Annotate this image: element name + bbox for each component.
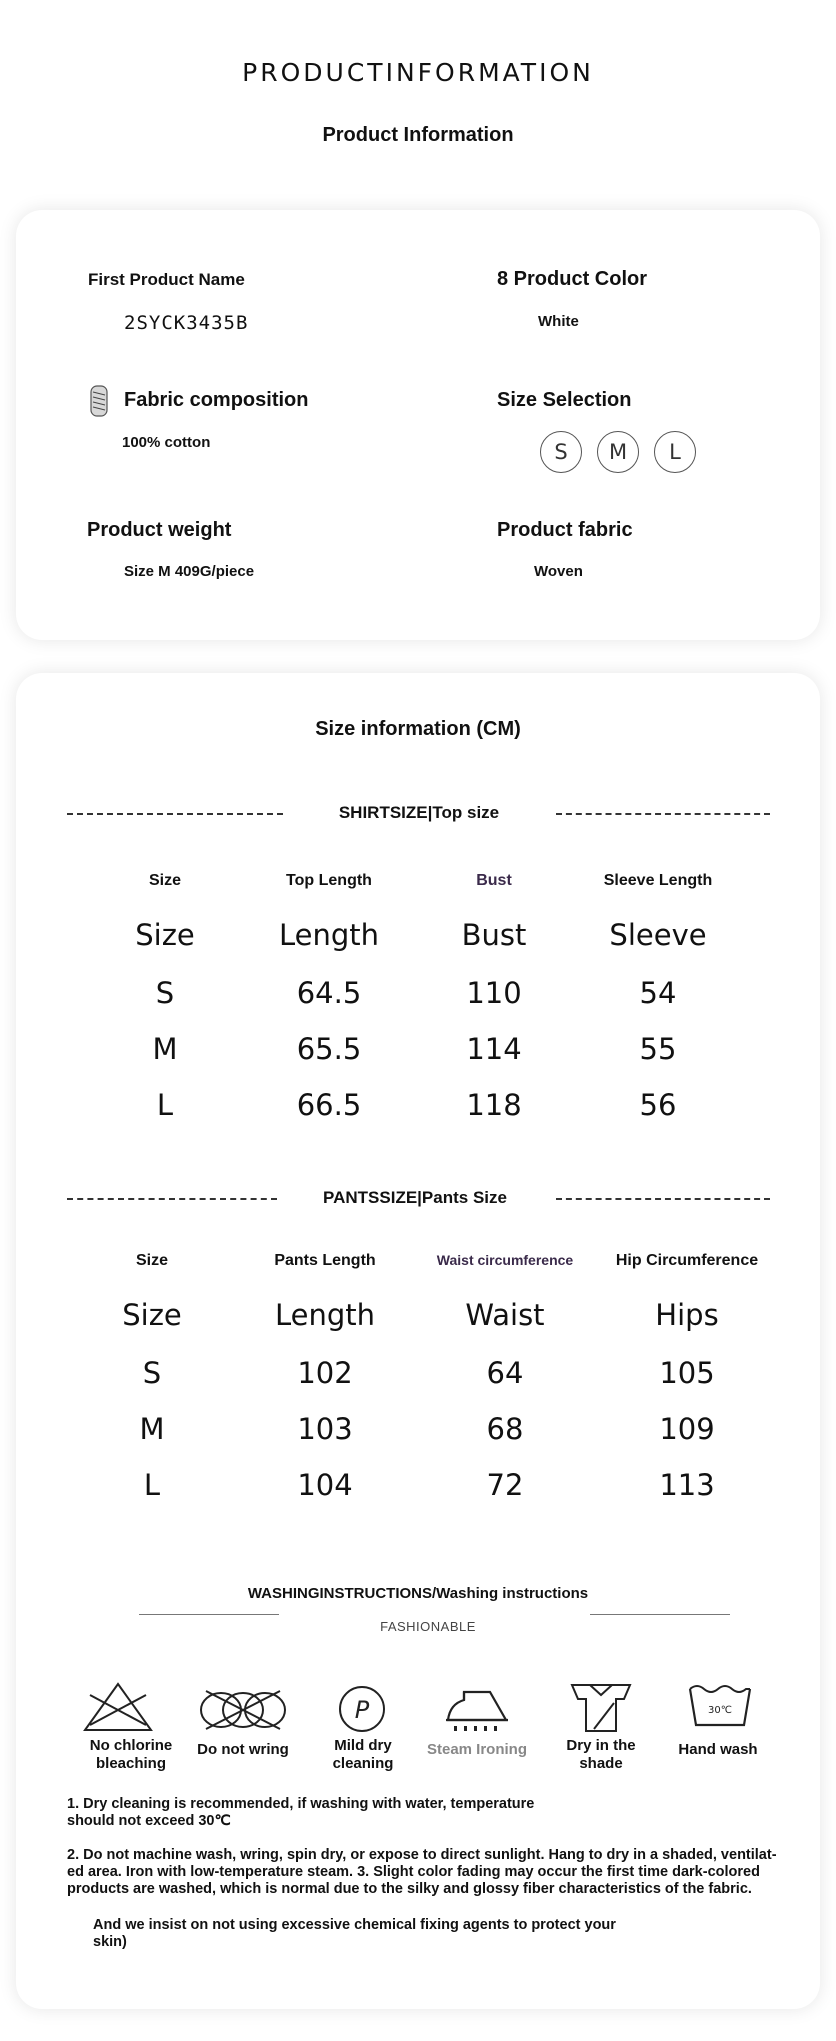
pants-table-cell: 113 bbox=[659, 1468, 715, 1502]
product-color-label: 8 Product Color bbox=[497, 268, 648, 290]
steam-ironing-label: Steam Ironing bbox=[426, 1741, 527, 1758]
product-fabric-label: Product fabric bbox=[497, 519, 633, 541]
do-not-wring-icon bbox=[198, 1687, 288, 1733]
do-not-wring-label: Do not wring bbox=[197, 1741, 289, 1758]
size-option-m[interactable]: M bbox=[597, 431, 639, 473]
product-color-value: White bbox=[538, 313, 579, 330]
divider-line bbox=[590, 1614, 730, 1615]
product-fabric-value: Woven bbox=[534, 563, 583, 580]
dry-in-shade-icon bbox=[568, 1681, 634, 1735]
pants-table-row-label: Size bbox=[122, 1298, 182, 1332]
pants-table-header: Size bbox=[135, 1252, 168, 1269]
product-name-label: First Product Name bbox=[88, 270, 245, 289]
shirt-table-row-label: Length bbox=[278, 918, 380, 952]
shirt-table-cell: 54 bbox=[639, 976, 677, 1010]
shirt-size-title: SHIRTSIZE|Top size bbox=[290, 803, 548, 823]
divider-line bbox=[139, 1614, 279, 1615]
pants-table-cell: S bbox=[142, 1356, 162, 1390]
pants-table-cell: M bbox=[139, 1412, 165, 1446]
product-name-value: 2SYCK3435B bbox=[124, 312, 249, 334]
product-weight-value: Size M 409G/piece bbox=[124, 563, 255, 580]
shirt-table-cell: 114 bbox=[466, 1032, 522, 1066]
shirt-table-cell: 66.5 bbox=[296, 1088, 362, 1122]
pants-table-cell: L bbox=[143, 1468, 161, 1502]
shirt-table-cell: 110 bbox=[466, 976, 522, 1010]
pants-table-header: Hip Circumference bbox=[615, 1252, 759, 1269]
mild-dry-clean-label: Mild dry cleaning bbox=[332, 1737, 394, 1772]
shirt-table-header: Top Length bbox=[286, 872, 372, 889]
divider-dashed bbox=[556, 813, 770, 815]
thread-spool-icon bbox=[90, 385, 108, 417]
page-title: PRODUCTINFORMATION bbox=[242, 58, 594, 87]
pants-table-cell: 109 bbox=[659, 1412, 715, 1446]
divider-dashed bbox=[556, 1198, 770, 1200]
dry-in-shade-label: Dry in the shade bbox=[566, 1737, 636, 1772]
shirt-table-cell: S bbox=[155, 976, 175, 1010]
pants-table-row-label: Length bbox=[274, 1298, 376, 1332]
mild-dry-clean-icon bbox=[337, 1684, 387, 1734]
size-selection-label: Size Selection bbox=[497, 389, 632, 411]
pants-table-cell: 64 bbox=[486, 1356, 524, 1390]
shirt-table-cell: M bbox=[152, 1032, 178, 1066]
no-chlorine-bleach-label: No chlorine bleaching bbox=[89, 1737, 173, 1772]
shirt-table-header: Sleeve Length bbox=[603, 872, 713, 889]
shirt-table-row-label: Size bbox=[135, 918, 195, 952]
pants-table-cell: 103 bbox=[297, 1412, 353, 1446]
page-subtitle: Product Information bbox=[322, 124, 514, 146]
shirt-table-cell: 56 bbox=[639, 1088, 677, 1122]
pants-table-cell: 68 bbox=[486, 1412, 524, 1446]
washing-subtitle: FASHIONABLE bbox=[380, 1619, 476, 1634]
pants-table-row-label: Waist bbox=[465, 1298, 545, 1332]
pants-table-cell: 72 bbox=[486, 1468, 524, 1502]
size-info-title: Size information (CM) bbox=[315, 718, 521, 740]
size-option-l[interactable]: L bbox=[654, 431, 696, 473]
shirt-table-cell: 55 bbox=[639, 1032, 677, 1066]
pants-table-row-label: Hips bbox=[655, 1298, 719, 1332]
care-note-3: And we insist on not using excessive chemical fixing agents to protect your skin) bbox=[93, 1917, 616, 1950]
shirt-table-row-label: Sleeve bbox=[609, 918, 707, 952]
fabric-composition-value: 100% cotton bbox=[122, 434, 211, 451]
steam-iron-icon bbox=[442, 1686, 516, 1736]
pants-table-cell: 102 bbox=[297, 1356, 353, 1390]
pants-size-title: PANTSSIZE|Pants Size bbox=[280, 1188, 550, 1208]
hand-wash-label: Hand wash bbox=[678, 1741, 758, 1758]
pants-table-cell: 104 bbox=[297, 1468, 353, 1502]
no-chlorine-bleach-icon bbox=[82, 1681, 154, 1733]
care-note-1: 1. Dry cleaning is recommended, if washing with water, temperature should not exceed 30℃ bbox=[67, 1796, 535, 1829]
care-note-2: 2. Do not machine wash, wring, spin dry, or expose to direct sunlight. Hang to dry in a shaded, ventilat- ed area. Iron with low-temperature steam. 3. Slight color fading may occur the first time dark-colored products are washed, which is normal due to the silky and glossy fiber characteristics of the fabric. bbox=[67, 1847, 777, 1897]
divider-dashed bbox=[67, 1198, 277, 1200]
shirt-table-cell: 64.5 bbox=[296, 976, 362, 1010]
pants-table-cell: 105 bbox=[659, 1356, 715, 1390]
shirt-table-header: Size bbox=[148, 872, 181, 889]
shirt-table-header: Bust bbox=[476, 872, 512, 889]
shirt-table-row-label: Bust bbox=[461, 918, 527, 952]
divider-dashed bbox=[67, 813, 283, 815]
pants-table-header: Waist circumference bbox=[436, 1252, 574, 1268]
svg-text:30℃: 30℃ bbox=[708, 1705, 732, 1716]
shirt-table-cell: 65.5 bbox=[296, 1032, 362, 1066]
fabric-composition-label: Fabric composition bbox=[124, 389, 309, 411]
shirt-table-cell: 118 bbox=[466, 1088, 522, 1122]
svg-text:P: P bbox=[354, 1696, 370, 1724]
hand-wash-icon bbox=[686, 1681, 754, 1729]
product-weight-label: Product weight bbox=[87, 519, 232, 541]
washing-instructions-title: WASHINGINSTRUCTIONS/Washing instructions bbox=[247, 1585, 589, 1602]
pants-table-header: Pants Length bbox=[274, 1252, 376, 1269]
shirt-table-cell: L bbox=[156, 1088, 174, 1122]
size-option-s[interactable]: S bbox=[540, 431, 582, 473]
